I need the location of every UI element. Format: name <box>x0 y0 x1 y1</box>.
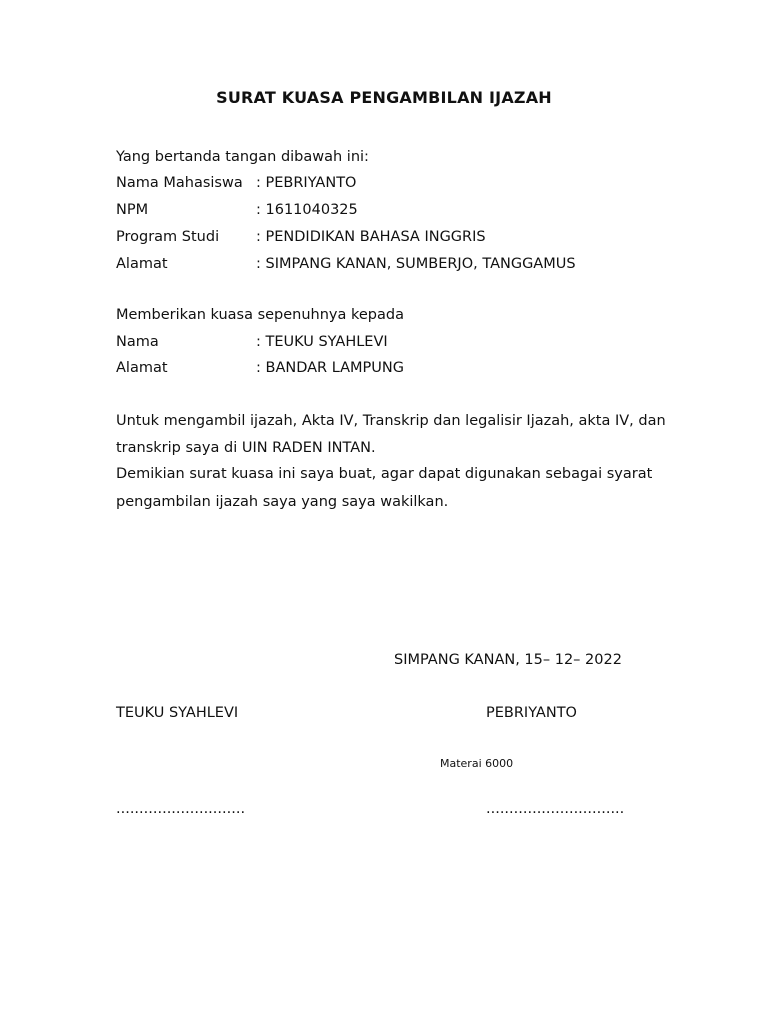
materai-label: Materai 6000 <box>440 757 514 770</box>
grantor-program-label: Program Studi <box>116 229 220 245</box>
body-line-1: Untuk mengambil ijazah, Akta IV, Transkrip dan legalisir Ijazah, akta IV, dan <box>116 413 666 429</box>
body-line-2: transkrip saya di UIN RADEN INTAN. <box>116 440 376 456</box>
page-title: SURAT KUASA PENGAMBILAN IJAZAH <box>216 88 552 107</box>
grantor-address-label: Alamat <box>116 256 168 272</box>
grantor-program-value: : PENDIDIKAN BAHASA INGGRIS <box>256 229 486 245</box>
grantee-address-label: Alamat <box>116 360 168 376</box>
intro-text: Yang bertanda tangan dibawah ini: <box>116 149 369 165</box>
grant-intro-text: Memberikan kuasa sepenuhnya kepada <box>116 307 404 323</box>
grantee-address-value: : BANDAR LAMPUNG <box>256 360 405 376</box>
grantor-name-label: Nama Mahasiswa <box>116 175 243 191</box>
signature-left-line: ............................ <box>116 801 246 817</box>
place-date: SIMPANG KANAN, 15– 12– 2022 <box>394 652 622 668</box>
grantor-name-value: : PEBRIYANTO <box>256 175 357 191</box>
body-line-3: Demikian surat kuasa ini saya buat, agar dapat digunakan sebagai syarat <box>116 466 653 482</box>
grantor-address-value: : SIMPANG KANAN, SUMBERJO, TANGGAMUS <box>256 256 576 272</box>
grantor-npm-label: NPM <box>116 202 149 218</box>
signature-right-name: PEBRIYANTO <box>486 705 577 721</box>
grantor-npm-value: : 1611040325 <box>256 202 358 218</box>
signature-left-name: TEUKU SYAHLEVI <box>116 705 239 721</box>
grantee-name-label: Nama <box>116 334 159 350</box>
grantee-name-value: : TEUKU SYAHLEVI <box>256 334 388 350</box>
body-line-4: pengambilan ijazah saya yang saya wakilkan. <box>116 494 449 510</box>
signature-right-line: .............................. <box>486 801 625 817</box>
